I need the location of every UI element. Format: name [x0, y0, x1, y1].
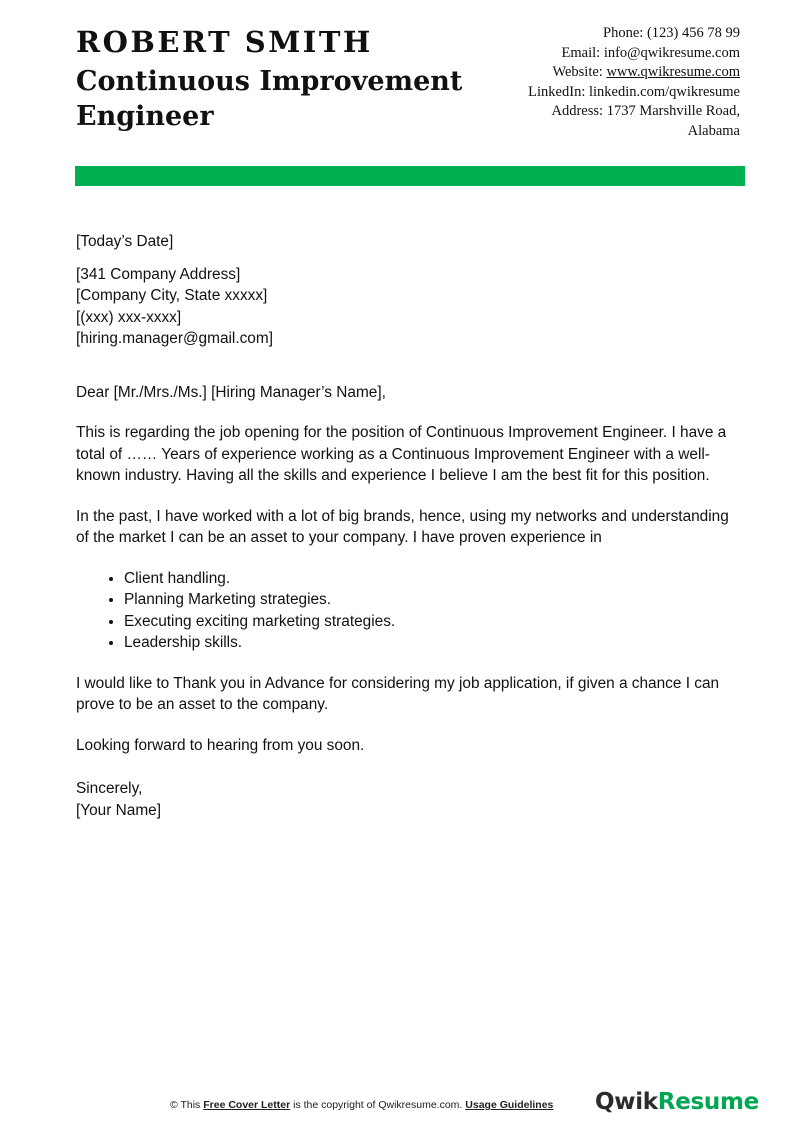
free-cover-letter-link[interactable]: Free Cover Letter [203, 1099, 291, 1111]
skill-item: • Client handling. [124, 568, 736, 590]
paragraph-looking-forward: Looking forward to hearing from you soon. [76, 736, 365, 754]
letter-date: [Today’s Date] [76, 233, 174, 250]
skills-list [76, 568, 736, 654]
copyright-notice [170, 1099, 553, 1111]
paragraph-experience: In the past, I have worked with a lot of big brands, hence, using my networks and understanding of the market I can be an asset to your company. I have proven experience in [76, 507, 729, 546]
qwikresume-logo[interactable] [595, 1089, 759, 1115]
copyright-prefix: © This [170, 1099, 201, 1111]
contact-phone [480, 24, 740, 44]
logo-part-resume: Resume [657, 1089, 759, 1115]
address-line-1: 1737 Marshville Road, [606, 103, 740, 119]
linkedin-label: LinkedIn: [528, 83, 586, 100]
letter-body [76, 231, 736, 821]
paragraph-thanks: I would like to Thank you in Advance for considering my job application, if given a chance I can prove to be an asset to the company. [76, 674, 720, 713]
recipient-address [76, 264, 736, 350]
usage-guidelines-link[interactable]: Usage Guidelines [465, 1099, 554, 1111]
website-label: Website: [552, 64, 603, 80]
skill-item: • Leadership skills. [124, 632, 736, 654]
recipient-email-line: [hiring.manager@gmail.com] [76, 330, 273, 347]
skill-item: • Planning Marketing strategies. [124, 589, 736, 611]
contact-email [480, 44, 740, 64]
letter-header [76, 24, 740, 164]
recipient-city-line: [Company City, State xxxxx] [76, 287, 268, 304]
applicant-job-title: Continuous Improvement Engineer [76, 66, 463, 132]
copyright-middle: is the copyright of Qwikresume.com. [293, 1099, 463, 1111]
logo-part-qwik: Qwik [595, 1089, 658, 1115]
paragraph-intro: This is regarding the job opening for the position of Continuous Improvement Engineer. I have a total of …… Years of experience working as a Continuous Improvement Engineer with a well-known industry. Having all the skills and experience I believe I am the best fit for this position. [76, 424, 727, 484]
contact-block [480, 24, 740, 141]
phone-label: Phone: [603, 25, 644, 41]
address-line-2: Alabama [687, 122, 740, 139]
signature: [Your Name] [76, 801, 161, 819]
page-footer [0, 1085, 800, 1125]
contact-website [480, 63, 740, 83]
recipient-phone-line: [(xxx) xxx-xxxx] [76, 308, 182, 326]
phone-value: (123) 456 78 99 [646, 25, 740, 41]
salutation: Dear [Mr./Mrs./Ms.] [Hiring Manager’s Name], [76, 383, 386, 401]
skill-item: • Executing exciting marketing strategies. [124, 611, 736, 633]
applicant-name: ROBERT SMITH [76, 25, 373, 59]
header-divider-bar [75, 166, 745, 186]
email-label: Email: [561, 44, 601, 61]
address-label: Address: [551, 103, 604, 119]
linkedin-value: linkedin.com/qwikresume [588, 83, 740, 100]
email-value: info@qwikresume.com [603, 44, 740, 61]
contact-address [480, 102, 740, 122]
recipient-address-line: [341 Company Address] [76, 265, 241, 283]
closing: Sincerely, [76, 780, 143, 797]
website-link[interactable]: www.qwikresume.com [606, 64, 740, 80]
contact-linkedin [480, 83, 740, 103]
